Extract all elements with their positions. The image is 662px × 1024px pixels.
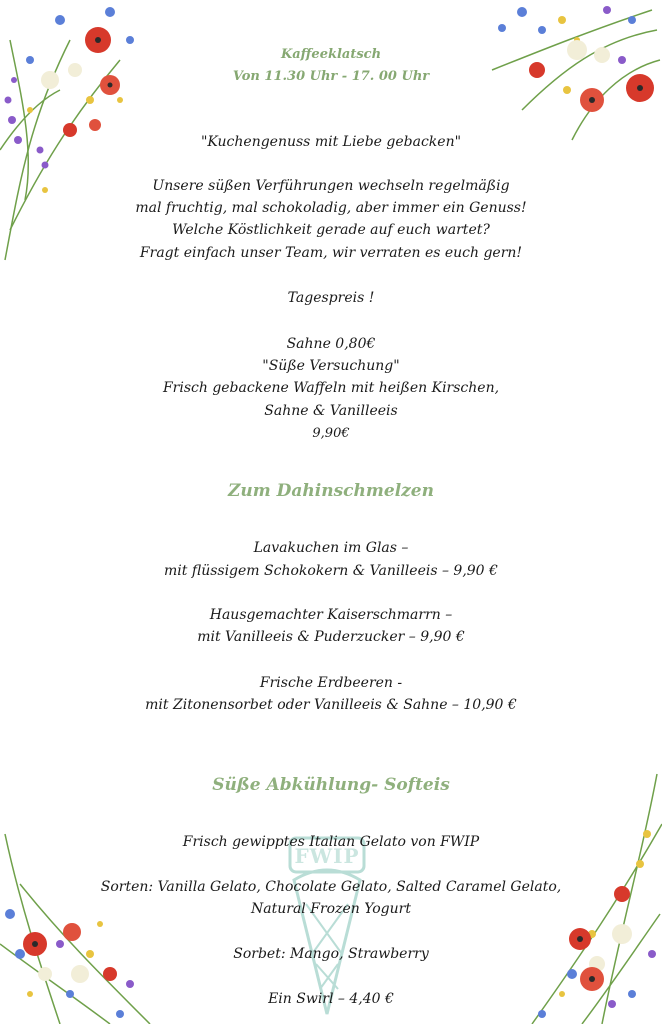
intro-line: Welche Köstlichkeit gerade auf euch wartet? — [172, 222, 490, 238]
section-title-softeis: Süße Abkühlung- Softeis — [212, 775, 450, 795]
softeis-flavors: Natural Frozen Yogurt — [251, 901, 411, 917]
cream-price: Sahne 0,80€ — [286, 336, 376, 352]
special-price: 9,90€ — [312, 426, 350, 441]
softeis-swirl-price: Ein Swirl – 4,40 € — [268, 991, 394, 1007]
intro-line: Unsere süßen Verführungen wechseln regelmäßig — [152, 178, 510, 194]
menu-title: Kaffeeklatsch — [280, 47, 382, 62]
menu-item-detail: mit Zitonensorbet oder Vanilleeis & Sahne – 10,90 € — [145, 697, 517, 713]
menu-item-detail: mit Vanilleeis & Puderzucker – 9,90 € — [197, 629, 465, 645]
menu-item-name: Hausgemachter Kaiserschmarrn – — [209, 607, 453, 623]
special-description: Frisch gebackene Waffeln mit heißen Kirschen, — [162, 380, 500, 396]
intro-quote: "Kuchengenuss mit Liebe gebacken" — [200, 134, 462, 150]
special-description: Sahne & Vanilleeis — [264, 403, 398, 419]
menu-item-name: Lavakuchen im Glas – — [253, 540, 409, 556]
daily-price-note: Tagespreis ! — [287, 290, 375, 306]
section-title-melt: Zum Dahinschmelzen — [228, 481, 434, 501]
softeis-sorbet: Sorbet: Mango, Strawberry — [233, 946, 429, 962]
intro-line: Fragt einfach unser Team, wir verraten es euch gern! — [139, 245, 523, 261]
softeis-intro: Frisch gewipptes Italian Gelato von FWIP — [182, 834, 480, 850]
opening-hours: Von 11.30 Uhr - 17. 00 Uhr — [232, 69, 430, 84]
menu-item-detail: mit flüssigem Schokokern & Vanilleeis – 9,90 € — [164, 563, 498, 579]
menu-item-name: Frische Erdbeeren - — [259, 675, 403, 691]
special-name: "Süße Versuchung" — [262, 358, 400, 374]
watermark-label: FWIP — [294, 844, 360, 868]
intro-line: mal fruchtig, mal schokoladig, aber immer ein Genuss! — [135, 200, 527, 216]
softeis-flavors: Sorten: Vanilla Gelato, Chocolate Gelato, Salted Caramel Gelato, — [100, 879, 562, 895]
